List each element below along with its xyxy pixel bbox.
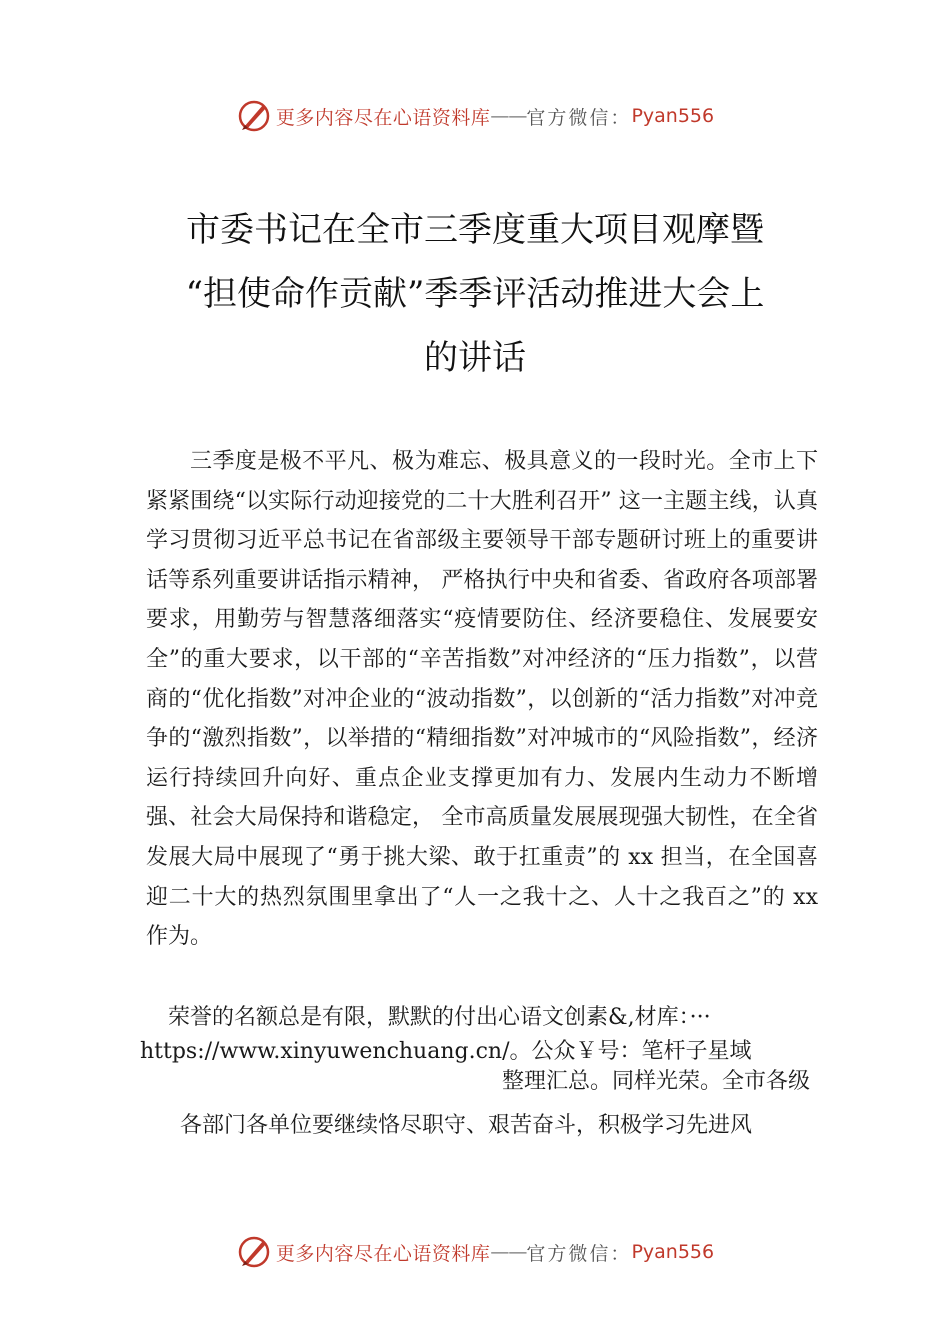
title-line-2: “担使命作贡献”季季评活动推进大会上	[185, 274, 765, 314]
title-line-3: 的讲话	[424, 338, 526, 378]
document-title	[100, 198, 850, 390]
overlay-line-1: 荣誉的名额总是有限，默默的付出心语文创素&,材库：···	[168, 1005, 711, 1030]
banner-wechat-label: 官方微信：	[526, 1242, 632, 1265]
pen-circle-logo-icon	[236, 1234, 272, 1270]
pen-circle-logo-icon	[236, 98, 272, 134]
banner-site-name: 更多内容尽在心语资料库	[275, 1242, 491, 1265]
banner-wechat-label: 官方微信：	[526, 106, 632, 129]
banner-dash: ——	[490, 1241, 527, 1263]
footer-watermark-banner	[0, 1232, 950, 1272]
overlay-line-3: 整理汇总。同样光荣。全市各级	[501, 1069, 810, 1094]
banner-site-name: 更多内容尽在心语资料库	[275, 106, 491, 129]
banner-wechat-id: Pyan556	[631, 1241, 715, 1263]
banner-dash: ——	[490, 105, 527, 127]
title-line-1: 市委书记在全市三季度重大项目观摩暨	[186, 210, 764, 250]
body-paragraph: 三季度是极不平凡、极为难忘、极具意义的一段时光。全市上下紧紧围绕“以实际行动迎接党的二十大胜利召开” 这一主题主线，认真学习贯彻习近平总书记在省部级主要领导干部专题研讨班上的重要讲话等系列重要讲话指示精神， 严格执行中央和省委、省政府各项部署要求，用勤劳与智慧落细落实“疫情要防住、经济要稳住、发展要安全”的重大要求，以干部的“辛苦指数”对冲经济的“压力指数”，以营商的“优化指数”对冲企业的“波动指数”，以创新的“活力指数”对冲竞争的“激烈指数”，以举措的“精细指数”对冲城市的“风险指数”，经济运行持续回升向好、重点企业支撑更加有力、发展内生动力不断增强、社会大局保持和谐稳定， 全市高质量发展展现强大韧性，在全省发展大局中展现了“勇于挑大梁、敢于扛重责”的 xx 担当，在全国喜迎二十大的热烈氛围里拿出了“人一之我十之、人十之我百之”的 xx 作为。	[146, 449, 818, 950]
header-watermark-banner	[0, 96, 950, 136]
overlay-line-2: https://www.xinyuwenchuang.cn/。公众￥号：笔杆子星域	[140, 1039, 752, 1064]
banner-wechat-id: Pyan556	[631, 105, 715, 127]
overlay-line-4: 各部门各单位要继续恪尽职守、艰苦奋斗，积极学习先进风	[180, 1113, 753, 1138]
